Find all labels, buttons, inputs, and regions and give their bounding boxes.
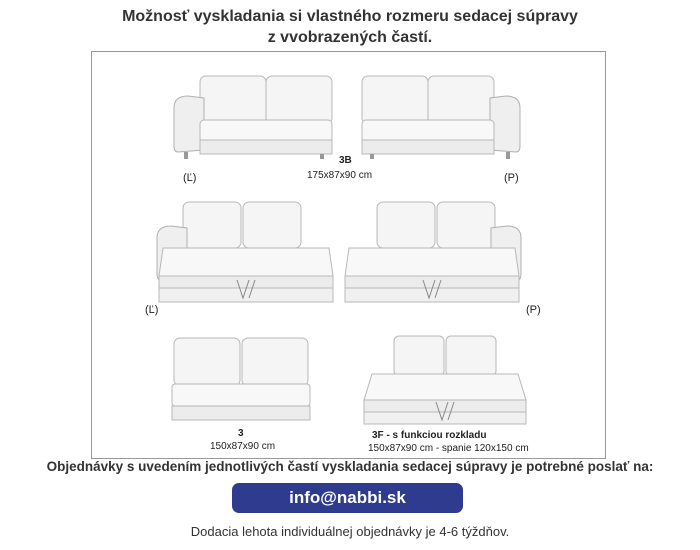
sofa-3b-size: 175x87x90 cm	[307, 170, 373, 181]
sofa-3b-right-marker: (P)	[504, 172, 519, 184]
page-title-line-1: Možnosť vyskladania si vlastného rozmeru sedacej súpravy	[122, 8, 578, 25]
sofa-3b-left-marker: (Ľ)	[183, 172, 197, 184]
sofa-3b-code: 3B	[339, 155, 352, 166]
sofa-3b-left-image	[170, 72, 340, 162]
sofa-3f-size: 150x87x90 cm - spanie 120x150 cm	[368, 443, 529, 454]
sofa-3-image	[172, 334, 312, 424]
delivery-time-note: Dodacia lehota individuálnej objednávky je 4-6 týždňov.	[190, 524, 510, 539]
sofa-3-size: 150x87x90 cm	[210, 441, 276, 452]
page-title-line-2: z vvobrazených častí.	[267, 29, 433, 46]
sofa-bed-right-marker: (P)	[526, 304, 541, 316]
sofa-bed-left-image	[153, 198, 333, 308]
sofa-3f-image	[360, 334, 530, 426]
sofa-bed-left-marker: (Ľ)	[145, 304, 159, 316]
email-button[interactable]: info@nabbi.sk	[232, 483, 463, 513]
sofa-3b-right-image	[354, 72, 524, 162]
sofa-3-code: 3	[238, 428, 244, 439]
order-instructions: Objednávky s uvedením jednotlivých častí vyskladania sedacej súpravy je potrebné poslať na:	[46, 459, 654, 474]
sofa-3f-code: 3F - s funkciou rozkladu	[372, 430, 487, 441]
sofa-bed-right-image	[345, 198, 525, 308]
